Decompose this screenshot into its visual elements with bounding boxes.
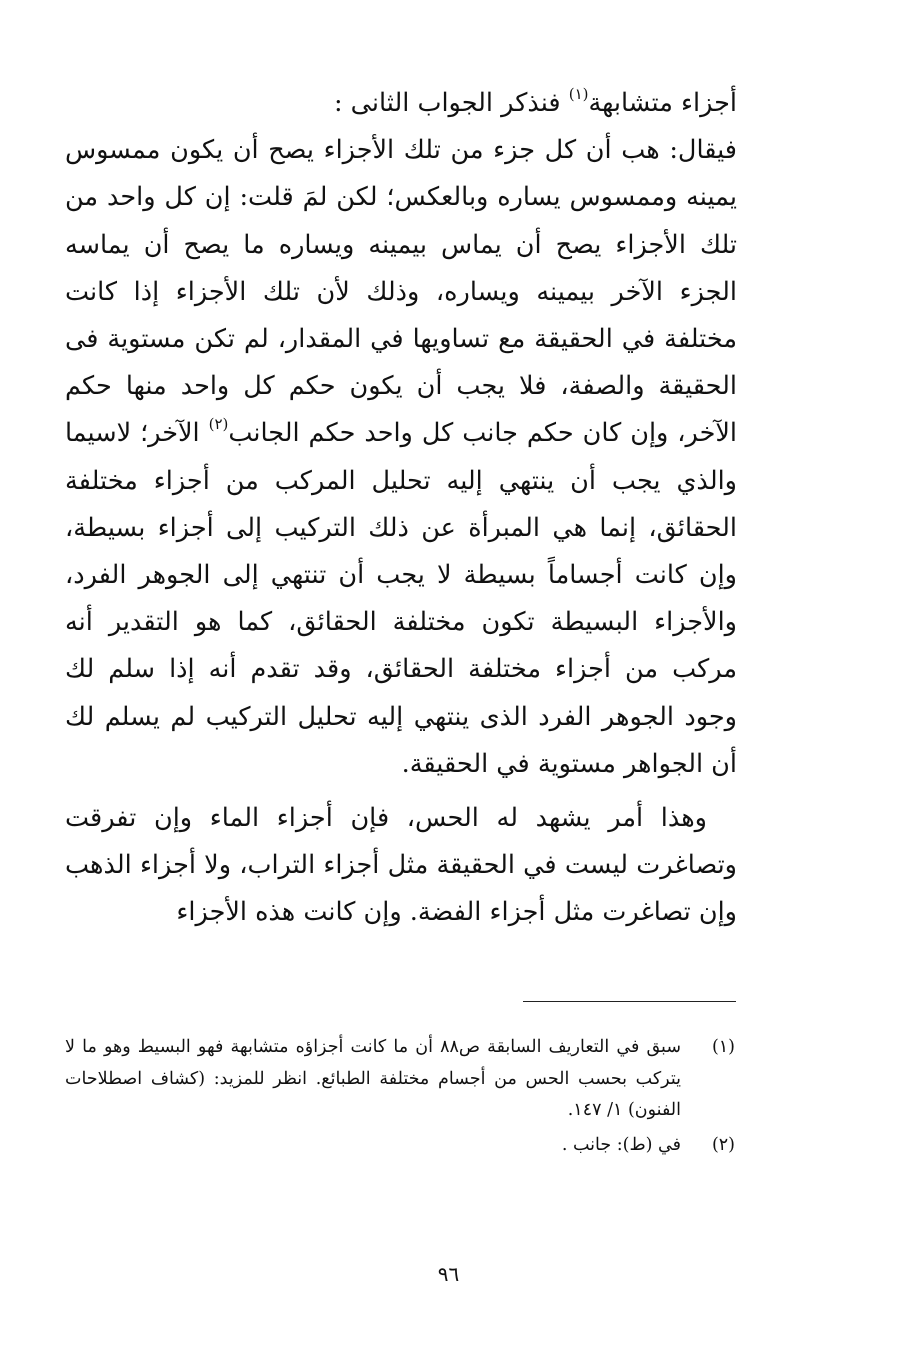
footnote-1 [65,1032,737,1127]
footnote-ref-2[interactable]: (٢) [208,414,229,433]
footnote-number: (١) [711,1037,735,1057]
paragraph-1 [65,80,737,788]
main-text [65,80,737,937]
footnote-2 [65,1130,737,1162]
footnote-divider [523,1001,736,1002]
paragraph-1-body: فيقال: هب أن كل جزء من تلك الأجزاء يصح أن يكون ممسوس يمينه وممسوس يساره وبالعكس؛ لكن لمَ قلت: إن كل واحد من تلك الأجزاء يصح أن يماس بيمينه ويساره ما يصح أن يماسه الجزء الآخر بيمينه ويساره، وذلك لأن تلك الأجزاء إذا كانت مختلفة في الحقيقة مع تساويها في المقدار، لم تكن مستوية فى الحقيقة والصفة، فلا يجب أن يكون حكم كل واحد منها حكم الآخر، وإن كان حكم جانب كل واحد حكم الجانب [65,135,737,449]
footnote-number: (٢) [711,1134,735,1155]
footnotes [65,1032,737,1161]
paragraph-1-start: أجزاء متشابهة [588,88,737,118]
footnote-text: سبق في التعاريف السابقة ص٨٨ أن ما كانت أجزاؤه متشابهة فهو البسيط وهو ما لا يتركب بحسب الحس من أجسام مختلفة الطبائع. انظر للمزيد: (كشاف اصطلاحات الفنون) ١/ ١٤٧. [65,1037,682,1120]
footnote-ref-1[interactable]: (١) [568,84,589,103]
footnote-text: في (ط): جانب . [561,1134,681,1155]
page-number: ٩٦ [437,1262,460,1286]
paragraph-1-after-ref: فنذكر الجواب الثانى : [333,88,569,118]
paragraph-1-rest: الآخر؛ لاسيما والذي يجب أن ينتهي إليه تحليل المركب من أجزاء مختلفة الحقائق، إنما هي المبرأة عن ذلك التركيب إلى أجزاء بسيطة، وإن كانت أجساماً بسيطة لا يجب أن تنتهي إلى الجوهر الفرد، والأجزاء البسيطة تكون مختلفة الحقائق، كما هو التقدير أنه مركب من أجزاء مختلفة الحقائق، وقد تقدم أنه إذا سلم لك وجود الجوهر الفرد الذى ينتهي إليه تحليل التركيب لم يسلم لك أن الجواهر مستوية في الحقيقة. [65,418,737,779]
paragraph-2: وهذا أمر يشهد له الحس، فإن أجزاء الماء وإن تفرقت وتصاغرت ليست في الحقيقة مثل أجزاء التراب، ولا أجزاء الذهب وإن تصاغرت مثل أجزاء الفضة. وإن كانت هذه الأجزاء [65,803,737,928]
